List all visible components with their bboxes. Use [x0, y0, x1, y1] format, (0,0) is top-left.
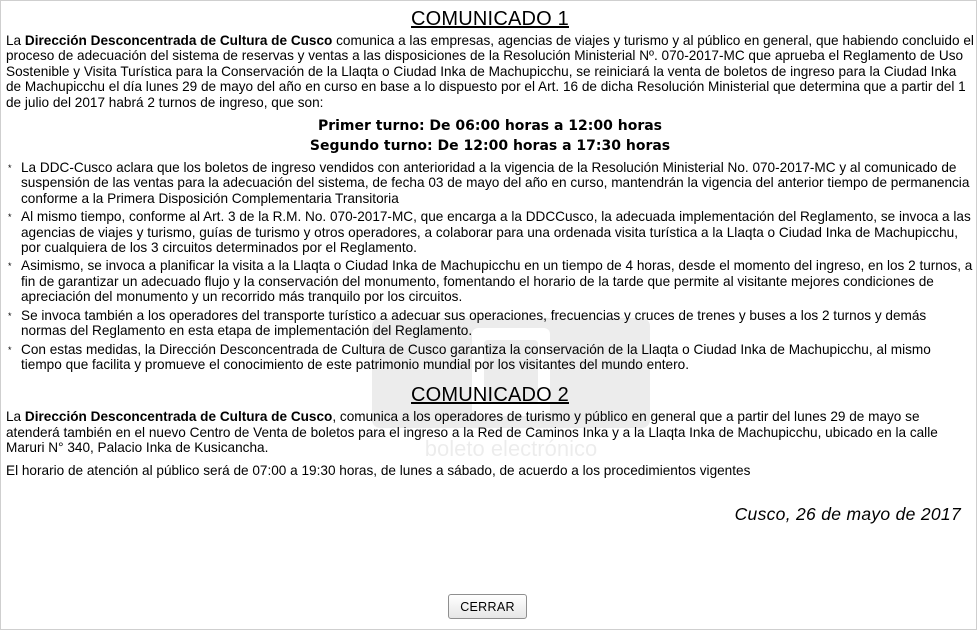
- list-item: [6, 258, 974, 304]
- comunicado-1-intro: [6, 33, 974, 110]
- comunicado-2-title: COMUNICADO 2: [411, 384, 569, 407]
- date-line: Cusco, 26 de mayo de 2017: [734, 504, 961, 524]
- comunicado-1-bullet-list: [6, 160, 974, 372]
- bullet-text: Al mismo tiempo, conforme al Art. 3 de la R.M. No. 070-2017-MC, que encarga a la DDCCusco, la adecuada implementación del Reglamento, se invoca a las agencias de viajes y turismo, guías de turismo y otros operadores, a colaborar para una ordenada visita turística a la Llaqta o Ciudad Inka de Machupicchu, por cualquiera de los 3 circuitos determinados por el Reglamento.: [21, 209, 971, 256]
- comunicado-2-horario: El horario de atención al público será de 07:00 a 19:30 horas, de lunes a sábado, de acuerdo a los procedimientos vigentes: [6, 462, 751, 478]
- watermark-text: boleto electrónico: [424, 436, 598, 461]
- comunicado-2-org-name: Dirección Desconcentrada de Cultura de Cusco: [24, 409, 333, 425]
- primer-turno: Primer turno: De 06:00 horas a 12:00 horas: [317, 118, 663, 135]
- list-item: [6, 308, 974, 339]
- bullet-text: La DDC-Cusco aclara que los boletos de ingreso vendidos con anterioridad a la vigencia de la Resolución Ministerial No. 070-2017-MC y al comunicado de suspensión de las ventas para la adecuación del sistema, de fecha 03 de mayo del año en curso, mantendrán la vigencia del anterior tiempo de permanencia conforme a la Primera Disposición Complementaria Transitoria: [21, 160, 970, 206]
- bullet-star-icon: *: [8, 261, 12, 272]
- comunicado-2-intro: [6, 409, 974, 455]
- list-item: [6, 342, 974, 373]
- list-item: [6, 209, 974, 255]
- comunicado-1-org-name: Dirección Desconcentrada de Cultura de Cusco: [24, 33, 333, 48]
- comunicado-2-intro-text: , comunica a los operadores de turismo y público en general que a partir del lunes 29 de mayo se atenderá también en el nuevo Centro de Venta de boletos para el ingreso a la Red de Caminos Inka y a la Llaqta Inka de Machupicchu, ubicado en la calle Maruri N° 340, Palacio Inka de Kusicancha.: [6, 409, 938, 456]
- bullet-text: Se invoca también a los operadores del transporte turístico a adecuar sus operaciones, frecuencias y cruces de trenes y buses a los 2 turnos y demás normas del Reglamento en esta etapa de implementación del Reglamento.: [21, 307, 927, 339]
- bullet-text: Con estas medidas, la Dirección Desconcentrada de Cultura de Cusco garantiza la conservación de la Llaqta o Ciudad Inka de Machupicchu, al mismo tiempo que facilita y promueve el conocimiento de este patrimonio mundial por los visitantes del mundo entero.: [21, 341, 931, 372]
- turnos-block: [6, 116, 974, 156]
- close-button[interactable]: CERRAR: [448, 594, 527, 619]
- bullet-star-icon: *: [8, 163, 12, 174]
- bullet-text: Asimismo, se invoca a planificar la visita a la Llaqta o Ciudad Inka de Machupicchu en un tiempo de 4 horas, desde el momento del ingreso, en los 2 turnos, a fin de garantizar un adecuado flujo y la conservación del monumento, fomentando el horario de la tarde que permite al visitante mejores condiciones de apreciación del monumento y un recorrido más tranquilo por los circuitos.: [21, 258, 973, 305]
- bullet-star-icon: *: [8, 344, 12, 355]
- comunicado-1-title: COMUNICADO 1: [411, 8, 569, 30]
- list-item: [6, 160, 974, 206]
- comunicado-2-intro-prefix: La: [6, 409, 25, 425]
- comunicado-1-intro-text: comunica a las empresas, agencias de viajes y turismo y al público en general, que habiendo concluido el proceso de adecuación del sistema de reservas y ventas a las disposiciones de la Resolución Ministerial Nº. 070-2017-MC que aprueba el Reglamento de Uso Sostenible y Visita Turística para la Conservación de la Llaqta o Ciudad Inka de Machupicchu, se reiniciará la venta de boletos de ingreso para la Ciudad Inka de Machupicchu el día lunes 29 de mayo del año en curso en base a lo dispuesto por el Art. 16 de dicha Resolución Ministerial que determina que a partir del 1 de julio del 2017 habrá 2 turnos de ingreso, que son:: [6, 33, 974, 110]
- segundo-turno: Segundo turno: De 12:00 horas a 17:30 horas: [309, 138, 671, 155]
- main-content: [6, 8, 974, 478]
- comunicado-1-intro-prefix: La: [6, 33, 25, 48]
- bullet-star-icon: *: [8, 212, 12, 223]
- bullet-star-icon: *: [8, 310, 12, 321]
